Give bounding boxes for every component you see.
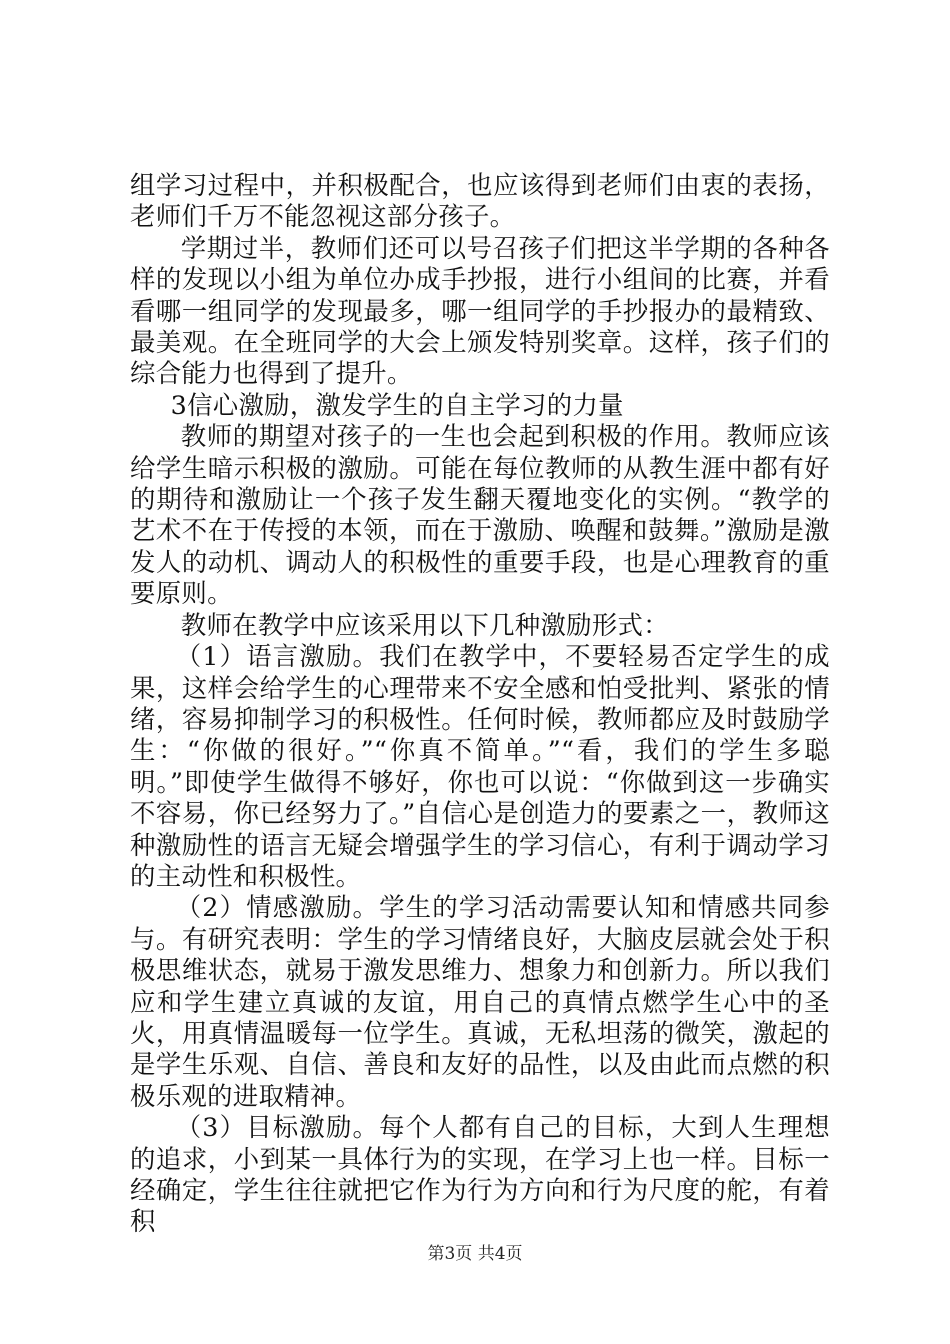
paragraph-motivation-forms-intro: 教师在教学中应该采用以下几种激励形式： — [180, 609, 669, 640]
paragraph-language-motivation: （1）语言激励。我们在教学中，不要轻易否定学生的成果，这样会给学生的心理带来不安全感和怕受批判、紧张的情绪，容易抑制学习的积极性。任何时候，教师都应及时鼓励学生：“你做的很好。”“你真不简单。”“看，我们的学生多聪明。”即使学生做得不够好，你也可以说：“你做到这一步确实不容易，你已经努力了。”自信心是创造力的要素之一，教师这种激励性的语言无疑会增强学生的学习信心，有利于调动学习的主动性和积极性。 — [130, 641, 830, 891]
paragraph-goal-motivation: （3）目标激励。每个人都有自己的目标，大到人生理想的追求，小到某一具体行为的实现，在学习上也一样。目标一经确定，学生往往就把它作为行为方向和行为尺度的舵，有着积 — [130, 1112, 830, 1237]
document-body — [130, 170, 830, 1238]
paragraph-handwritten-newspaper: 学期过半，教师们还可以号召孩子们把这半学期的各种各样的发现以小组为单位办成手抄报，进行小组间的比赛，并看看哪一组同学的发现最多，哪一组同学的手抄报办的最精致、最美观。在全班同学的大会上颁发特别奖章。这样，孩子们的综合能力也得到了提升。 — [130, 232, 830, 389]
paragraph-emotional-motivation: （2）情感激励。学生的学习活动需要认知和情感共同参与。有研究表明：学生的学习情绪良好，大脑皮层就会处于积极思维状态，就易于激发思维力、想象力和创新力。所以我们应和学生建立真诚的友谊，用自己的真情点燃学生心中的圣火，用真情温暖每一位学生。真诚，无私坦荡的微笑，激起的是学生乐观、自信、善良和友好的品性，以及由此而点燃的积极乐观的进取精神。 — [130, 892, 830, 1111]
page-footer — [0, 1243, 950, 1265]
paragraph-teacher-expectation: 教师的期望对孩子的一生也会起到积极的作用。教师应该给学生暗示积极的激励。可能在每位教师的从教生涯中都有好的期待和激励让一个孩子发生翻天覆地变化的实例。“教学的艺术不在于传授的本领，而在于激励、唤醒和鼓舞。”激励是激发人的动机、调动人的积极性的重要手段，也是心理教育的重要原则。 — [130, 421, 830, 609]
paragraph-continued: 组学习过程中，并积极配合，也应该得到老师们由衷的表扬，老师们千万不能忽视这部分孩子。 — [130, 170, 830, 232]
section-heading-confidence-motivation: 3信心激励，激发学生的自主学习的力量 — [170, 389, 624, 420]
page-number-label: 第3页 共4页 — [427, 1244, 523, 1264]
